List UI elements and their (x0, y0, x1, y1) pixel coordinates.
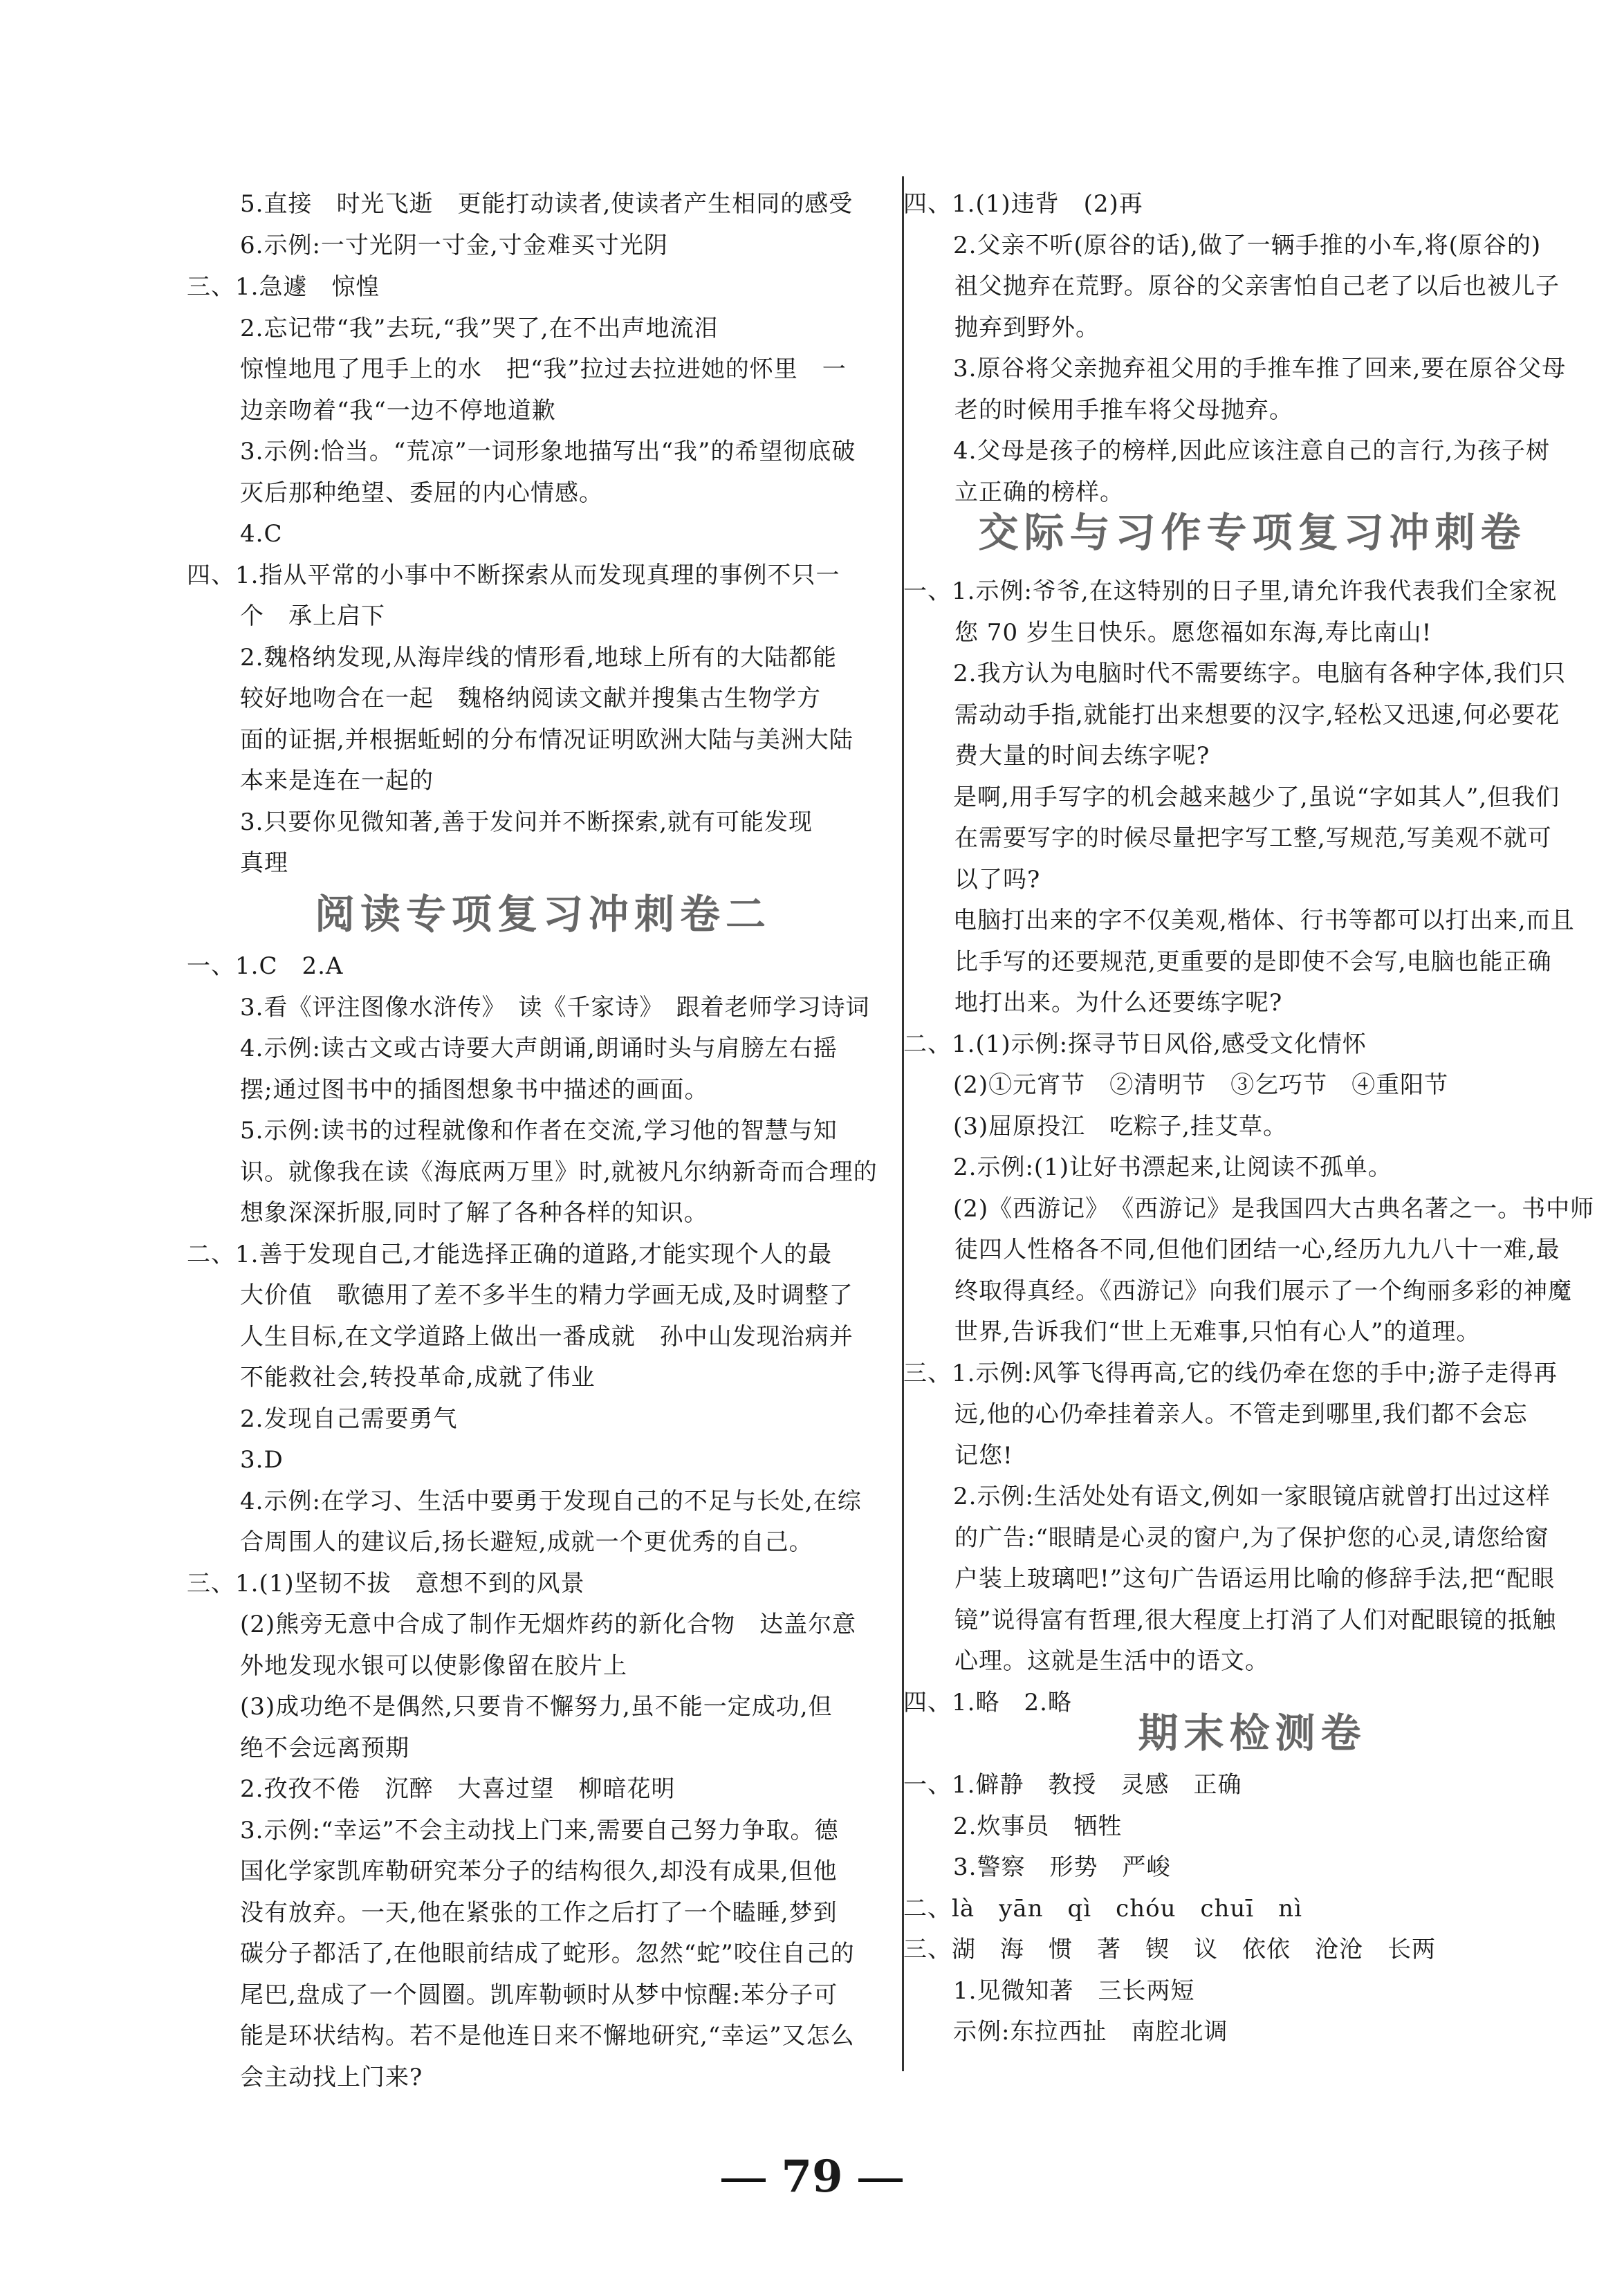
section-heading-reading-2: 阅读专项复习冲刺卷二 (314, 891, 771, 938)
answer-line: 2.忘记带“我”去玩,“我”哭了,在不出声地流泪 (240, 314, 719, 342)
answer-line: 费大量的时间去练字呢? (954, 742, 1210, 770)
answer-line: 4.示例:在学习、生活中要勇于发现自己的不足与长处,在综 (240, 1487, 862, 1515)
answer-line: 2.炊事员 牺牲 (953, 1812, 1123, 1840)
answer-line: 抛弃到野外。 (954, 313, 1100, 342)
answer-line: 立正确的榜样。 (954, 478, 1124, 506)
answer-line: 一、1.C 2.A (187, 952, 344, 980)
answer-line: 灭后那种绝望、委屈的内心情感。 (240, 479, 603, 507)
answer-line: 绝不会远离预期 (240, 1734, 409, 1762)
answer-line: 面的证据,并根据蚯蚓的分布情况证明欧洲大陆与美洲大陆 (240, 725, 853, 754)
answer-line: 惊惶地甩了甩手上的水 把“我”拉过去拉进她的怀里 一 (240, 355, 847, 383)
answer-line: 4.父母是孩子的榜样,因此应该注意自己的言行,为孩子树 (953, 437, 1551, 465)
answer-line: 个 承上启下 (240, 602, 385, 630)
answer-line: 真理 (240, 849, 288, 877)
answer-line: 3.示例:恰当。“荒凉”一词形象地描写出“我”的希望彻底破 (240, 438, 856, 465)
answer-line: 祖父抛弃在荒野。原谷的父亲害怕自己老了以后也被儿子 (954, 272, 1560, 300)
section-heading-final-exam: 期末检测卷 (1138, 1710, 1367, 1757)
answer-line: 边亲吻着“我“一边不停地道歉 (240, 396, 556, 425)
answer-line: 不能救社会,转投革命,成就了伟业 (240, 1364, 596, 1391)
answer-line: (2)①元宵节 ②清明节 ③乞巧节 ④重阳节 (953, 1071, 1449, 1099)
answer-line: 2.我方认为电脑时代不需要练字。电脑有各种字体,我们只 (953, 660, 1567, 687)
answer-line: 外地发现水银可以使影像留在胶片上 (240, 1651, 627, 1680)
answer-line: (2)熊旁无意中合成了制作无烟炸药的新化合物 达盖尔意 (240, 1611, 857, 1638)
answer-line: 心理。这就是生活中的语文。 (954, 1647, 1269, 1675)
answer-line: 2.示例:(1)让好书漂起来,让阅读不孤单。 (953, 1154, 1392, 1181)
answer-line: 需动动手指,就能打出来想要的汉字,轻松又迅速,何必要花 (954, 701, 1560, 729)
answer-line: 四、1.(1)违背 (2)再 (903, 190, 1143, 218)
answer-line: 二、là yān qì chóu chuī nì (903, 1894, 1302, 1923)
answer-line: 2.魏格纳发现,从海岸线的情形看,地球上所有的大陆都能 (240, 643, 838, 672)
answer-line: 能是环状结构。若不是他连日来不懈地研究,“幸运”又怎么 (240, 2022, 855, 2050)
answer-line: 尾巴,盘成了一个圆圈。凯库勒顿时从梦中惊醒:苯分子可 (240, 1981, 838, 2009)
answer-line: 4.示例:读古文或古诗要大声朗诵,朗诵时头与肩膀左右摇 (240, 1035, 838, 1062)
answer-line: 在需要写字的时候尽量把字写工整,写规范,写美观不就可 (954, 824, 1552, 852)
answer-line: 一、1.示例:爷爷,在这特别的日子里,请允许我代表我们全家祝 (903, 577, 1558, 605)
dash-right (858, 2178, 903, 2182)
answer-line: 示例:东拉西扯 南腔北调 (953, 2018, 1228, 2046)
answer-line: 二、1.(1)示例:探寻节日风俗,感受文化情怀 (903, 1030, 1367, 1058)
answer-line: 三、1.(1)坚韧不拔 意想不到的风景 (187, 1569, 585, 1598)
answer-line: 终取得真经。《西游记》向我们展示了一个绚丽多彩的神魔 (954, 1277, 1572, 1305)
answer-line: 2.发现自己需要勇气 (240, 1405, 458, 1433)
answer-line: 会主动找上门来? (240, 2063, 423, 2091)
answer-line: 本来是连在一起的 (240, 767, 434, 795)
answer-line: 以了吗? (954, 865, 1041, 893)
answer-line: 徒四人性格各不同,但他们团结一心,经历九九八十一难,最 (954, 1236, 1560, 1263)
answer-line: 合周围人的建议后,扬长避短,成就一个更优秀的自己。 (240, 1528, 813, 1556)
answer-line: 三、湖 海 惯 著 锲 议 依依 沧沧 长两 (903, 1936, 1436, 1963)
answer-line: 5.直接 时光飞逝 更能打动读者,使读者产生相同的感受 (240, 190, 853, 218)
answer-line: 一、1.僻静 教授 灵感 正确 (903, 1771, 1242, 1799)
page-number (0, 2151, 1624, 2203)
answer-line: 地打出来。为什么还要练字呢? (954, 989, 1283, 1017)
answer-line: 老的时候用手推车将父母抛弃。 (954, 396, 1293, 424)
answer-line: 国化学家凯库勒研究苯分子的结构很久,却没有成果,但他 (240, 1858, 838, 1885)
answer-line: 3.示例:“幸运”不会主动找上门来,需要自己努力争取。德 (240, 1816, 839, 1844)
answer-line: 比手写的还要规范,更重要的是即使不会写,电脑也能正确 (954, 947, 1552, 976)
answer-line: 6.示例:一寸光阴一寸金,寸金难买寸光阴 (240, 232, 668, 259)
answer-line: 电脑打出来的字不仅美观,楷体、行书等都可以打出来,而且 (953, 907, 1575, 934)
answer-line: 世界,告诉我们“世上无难事,只怕有心人”的道理。 (954, 1318, 1481, 1346)
answer-line: 镜”说得富有哲理,很大程度上打消了人们对配眼镜的抵触 (954, 1606, 1557, 1634)
answer-line: 识。就像我在读《海底两万里》时,就被凡尔纳新奇而合理的 (240, 1158, 878, 1186)
answer-line: (3)屈原投江 吃粽子,挂艾草。 (953, 1112, 1287, 1140)
answer-line: 二、1.善于发现自己,才能选择正确的道路,才能实现个人的最 (187, 1240, 833, 1268)
answer-line: 碳分子都活了,在他眼前结成了蛇形。忽然“蛇”咬住自己的 (240, 1940, 855, 1967)
answer-line: 记您! (954, 1441, 1013, 1470)
answer-line: 想象深深折服,同时了解了各种各样的知识。 (240, 1199, 708, 1227)
answer-line: 3.看《评注图像水浒传》 读《千家诗》 跟着老师学习诗词 (240, 993, 870, 1021)
answer-line: 3.只要你见微知著,善于发问并不断探索,就有可能发现 (240, 808, 813, 836)
answer-line: 1.见微知著 三长两短 (953, 1976, 1195, 2005)
answer-line: 3.原谷将父亲抛弃祖父用的手推车推了回来,要在原谷父母 (953, 355, 1567, 382)
dash-left (721, 2178, 766, 2182)
answer-line: 4.C (240, 520, 283, 548)
answer-line: 5.示例:读书的过程就像和作者在交流,学习他的智慧与知 (240, 1117, 838, 1145)
answer-line: 人生目标,在文学道路上做出一番成就 孙中山发现治病并 (240, 1322, 853, 1351)
answer-line: 的广告:“眼睛是心灵的窗户,为了保护您的心灵,请您给窗 (954, 1524, 1549, 1552)
answer-line: 2.孜孜不倦 沉醉 大喜过望 柳暗花明 (240, 1775, 676, 1803)
answer-line: 是啊,用手写字的机会越来越少了,虽说“字如其人”,但我们 (953, 783, 1560, 811)
answer-line: 3.警察 形势 严峻 (953, 1853, 1171, 1881)
answer-line: 三、1.急遽 惊惶 (187, 273, 380, 301)
section-heading-communication: 交际与习作专项复习冲刺卷 (978, 509, 1526, 556)
answer-line: 三、1.示例:风筝飞得再高,它的线仍牵在您的手中;游子走得再 (903, 1359, 1558, 1387)
answer-line: 远,他的心仍牵挂着亲人。不管走到哪里,我们都不会忘 (954, 1400, 1528, 1428)
answer-line: 四、1.略 2.略 (903, 1688, 1072, 1716)
answer-line: 大价值 歌德用了差不多半生的精力学画无成,及时调整了 (240, 1281, 853, 1309)
answer-line: 没有放弃。一天,他在紧张的工作之后打了一个瞌睡,梦到 (240, 1898, 838, 1927)
answer-line: 较好地吻合在一起 魏格纳阅读文献并搜集古生物学方 (240, 685, 821, 712)
answer-line: 3.D (240, 1446, 284, 1474)
answer-line: (3)成功绝不是偶然,只要肯不懈努力,虽不能一定成功,但 (240, 1693, 833, 1721)
answer-line: 摆;通过图书中的插图想象书中描述的画面。 (240, 1075, 709, 1104)
page-number-text: 79 (781, 2151, 843, 2203)
answer-line: 2.示例:生活处处有语文,例如一家眼镜店就曾打出过这样 (953, 1483, 1551, 1510)
answer-line: 您 70 岁生日快乐。愿您福如东海,寿比南山! (954, 618, 1432, 647)
answer-line: 2.父亲不听(原谷的话),做了一辆手推的小车,将(原谷的) (953, 231, 1542, 259)
answer-line: 户装上玻璃吧!”这句广告语运用比喻的修辞手法,把“配眼 (954, 1565, 1556, 1593)
answer-line: 四、1.指从平常的小事中不断探索从而发现真理的事例不只一 (187, 561, 840, 589)
answer-line: (2)《西游记》 《西游记》是我国四大古典名著之一。书中师 (953, 1194, 1595, 1223)
